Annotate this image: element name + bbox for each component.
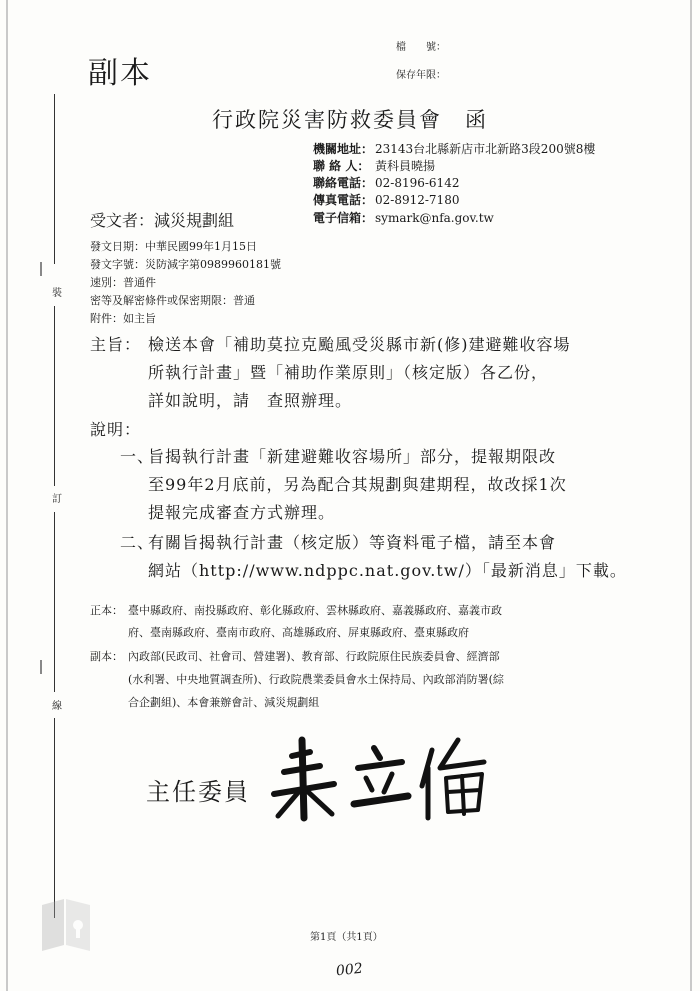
sender-email bbox=[313, 209, 494, 226]
binding-mark-zhuang: 裝 bbox=[52, 288, 62, 299]
sender-contact-value: 黃科員曉揚 bbox=[375, 159, 436, 173]
binding-mark-ding: 訂 bbox=[52, 494, 62, 505]
sender-contact bbox=[313, 157, 435, 174]
signature-icon bbox=[262, 728, 502, 828]
punch-hole-mark bbox=[40, 262, 48, 276]
binding-line bbox=[54, 94, 55, 264]
signer-title: 主任委員 bbox=[146, 778, 250, 806]
copy-recipients-line: (水利署、中央地質調查所)、行政院農業委員會水土保持局、內政部消防署(綜 bbox=[128, 673, 504, 686]
binding-line bbox=[54, 718, 55, 918]
subject-line: 所執行計畫」暨「補助作業原則」（核定版）各乙份， bbox=[148, 363, 549, 382]
classification: 密等及解密條件或保密期限：普通 bbox=[90, 294, 255, 307]
subject-line: 檢送本會「補助莫拉克颱風受災縣市新(修)建避難收容場 bbox=[148, 335, 571, 354]
scan-edge-left bbox=[6, 0, 8, 991]
sender-email-value: symark@nfa.gov.tw bbox=[375, 211, 494, 225]
explanation-item-number: 一、 bbox=[120, 447, 155, 466]
sender-address bbox=[313, 140, 595, 157]
recipient: 受文者：減災規劃組 bbox=[90, 211, 235, 230]
document-title: 行政院災害防救委員會 函 bbox=[212, 108, 488, 132]
copy-mark: 副本 bbox=[88, 56, 152, 91]
sender-phone-label: 聯絡電話： bbox=[313, 176, 374, 190]
explanation-item-line: 至99年2月底前，另為配合其規劃與建期程，故改採1次 bbox=[148, 475, 567, 494]
explanation-item-line: 網站（http://www.ndppc.nat.gov.tw/）「最新消息」下載。 bbox=[148, 561, 627, 580]
retention-period-label: 保存年限： bbox=[396, 70, 446, 81]
sender-email-label: 電子信箱： bbox=[313, 211, 374, 225]
issue-number: 發文字號：災防減字第0989960181號 bbox=[90, 258, 281, 271]
explanation-label: 說明： bbox=[90, 420, 142, 439]
sender-fax-label: 傳真電話： bbox=[313, 193, 374, 207]
binding-mark-xian: 線 bbox=[52, 701, 62, 712]
main-recipients-label: 正本： bbox=[90, 604, 123, 617]
sender-contact-label: 聯 絡 人： bbox=[313, 159, 370, 173]
explanation-item-line: 有關旨揭執行計畫（核定版）等資料電子檔，請至本會 bbox=[148, 533, 557, 552]
main-recipients-line: 臺中縣政府、南投縣政府、彰化縣政府、雲林縣政府、嘉義縣政府、嘉義市政 bbox=[128, 604, 502, 617]
handwritten-signature bbox=[262, 728, 502, 832]
copy-recipients-label: 副本： bbox=[90, 650, 123, 663]
sender-phone-value: 02-8196-6142 bbox=[375, 176, 460, 190]
binding-line bbox=[54, 512, 55, 692]
sender-fax bbox=[313, 191, 459, 208]
scan-edge-right bbox=[690, 0, 692, 991]
attachment: 附件：如主旨 bbox=[90, 312, 156, 325]
explanation-item-number: 二、 bbox=[120, 533, 155, 552]
sender-address-label: 機關地址： bbox=[313, 142, 374, 156]
sender-fax-value: 02-8912-7180 bbox=[375, 193, 460, 207]
file-number-label: 檔 號： bbox=[396, 42, 446, 53]
delivery-speed: 速別：普通件 bbox=[90, 276, 156, 289]
explanation-item-line: 旨揭執行計畫「新建避難收容場所」部分，提報期限改 bbox=[148, 447, 557, 466]
explanation-item-line: 提報完成審查方式辦理。 bbox=[148, 503, 336, 522]
handwritten-page-number: 002 bbox=[335, 960, 364, 980]
main-recipients-line: 府、臺南縣政府、臺南市政府、高雄縣政府、屏東縣政府、臺東縣政府 bbox=[128, 626, 469, 639]
copy-recipients-line: 內政部(民政司、社會司、營建署)、教育部、行政院原住民族委員會、經濟部 bbox=[128, 650, 500, 663]
subject-line: 詳如說明，請 查照辦理。 bbox=[148, 391, 353, 410]
copy-recipients-line: 合企劃組)、本會兼辦會計、減災規劃組 bbox=[128, 696, 320, 709]
issue-date: 發文日期：中華民國99年1月15日 bbox=[90, 240, 257, 253]
binding-line bbox=[54, 306, 55, 486]
book-icon bbox=[34, 895, 98, 963]
page-number: 第1頁（共1頁） bbox=[310, 932, 383, 943]
sender-address-value: 23143台北縣新店市北新路3段200號8樓 bbox=[375, 142, 596, 156]
punch-hole-mark bbox=[40, 660, 48, 674]
subject-label: 主旨： bbox=[90, 335, 142, 354]
sender-phone bbox=[313, 174, 459, 191]
